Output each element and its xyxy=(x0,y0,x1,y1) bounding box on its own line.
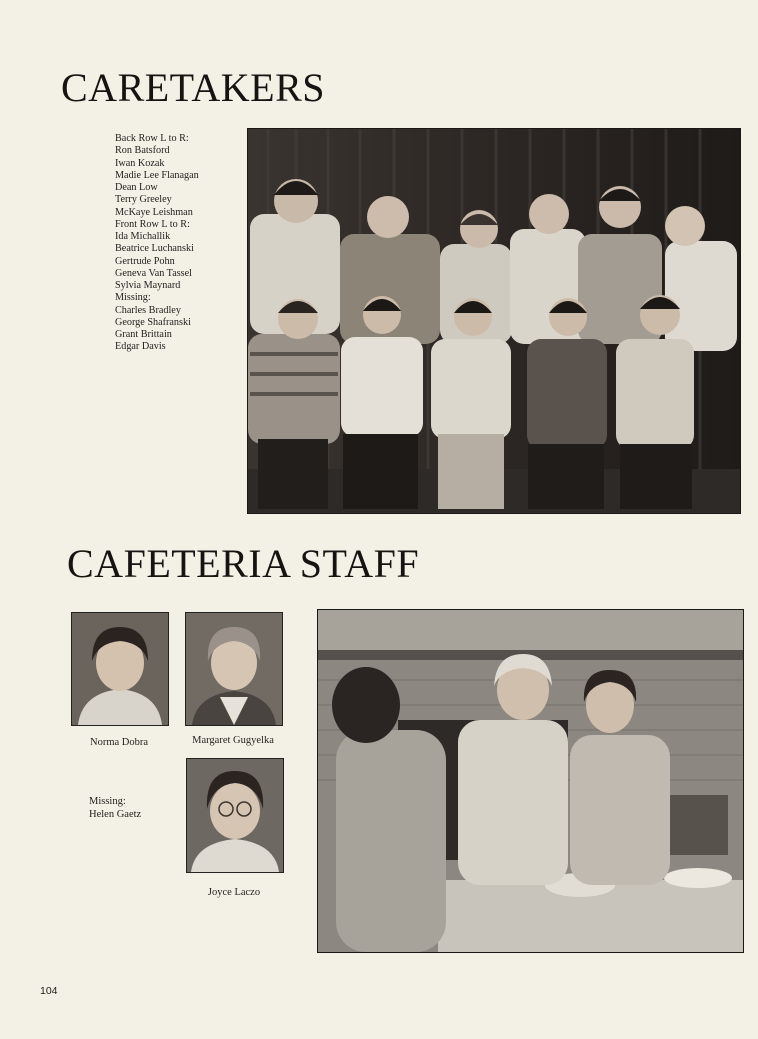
portrait-caption: Joyce Laczo xyxy=(207,887,261,898)
name-line: Geneva Van Tassel xyxy=(115,267,192,279)
name-line: Front Row L to R: xyxy=(115,218,190,230)
name-line: Dean Low xyxy=(115,182,158,193)
portrait-caption: Margaret Gugyelka xyxy=(192,735,274,746)
name-line: Iwan Kozak xyxy=(115,157,165,169)
missing-label: Missing: xyxy=(89,796,126,807)
name-line: Terry Greeley xyxy=(115,194,172,206)
name-line: Sylvia Maynard xyxy=(115,280,181,291)
portrait-norma-dobra xyxy=(71,612,169,726)
portrait-caption: Norma Dobra xyxy=(89,737,149,748)
caretakers-heading: CARETAKERS xyxy=(61,65,326,110)
name-line: Gertrude Pohn xyxy=(115,255,175,267)
name-line: Ron Batsford xyxy=(115,145,170,157)
name-line: Ida Michallik xyxy=(115,231,171,242)
name-line: Madie Lee Flanagan xyxy=(115,169,199,181)
name-line: Back Row L to R: xyxy=(115,133,189,144)
cafeteria-staff-heading: CAFETERIA STAFF xyxy=(67,541,420,586)
portrait-joyce-laczo xyxy=(186,758,284,873)
cafeteria-missing-note xyxy=(89,796,141,821)
name-line: George Shafranski xyxy=(115,316,191,328)
name-line: Beatrice Luchanski xyxy=(115,243,194,255)
name-line: McKaye Leishman xyxy=(115,206,193,218)
page-number: 104 xyxy=(40,985,58,997)
cafeteria-kitchen-photo xyxy=(317,609,744,953)
portrait-margaret-gugyelka xyxy=(185,612,283,726)
caretakers-name-list xyxy=(115,133,199,354)
name-line: Charles Bradley xyxy=(115,304,181,316)
name-line: Grant Brittain xyxy=(115,329,172,340)
caretakers-group-photo xyxy=(247,128,741,514)
name-line: Missing: xyxy=(115,292,151,304)
name-line: Edgar Davis xyxy=(115,341,166,353)
missing-name: Helen Gaetz xyxy=(89,808,142,820)
